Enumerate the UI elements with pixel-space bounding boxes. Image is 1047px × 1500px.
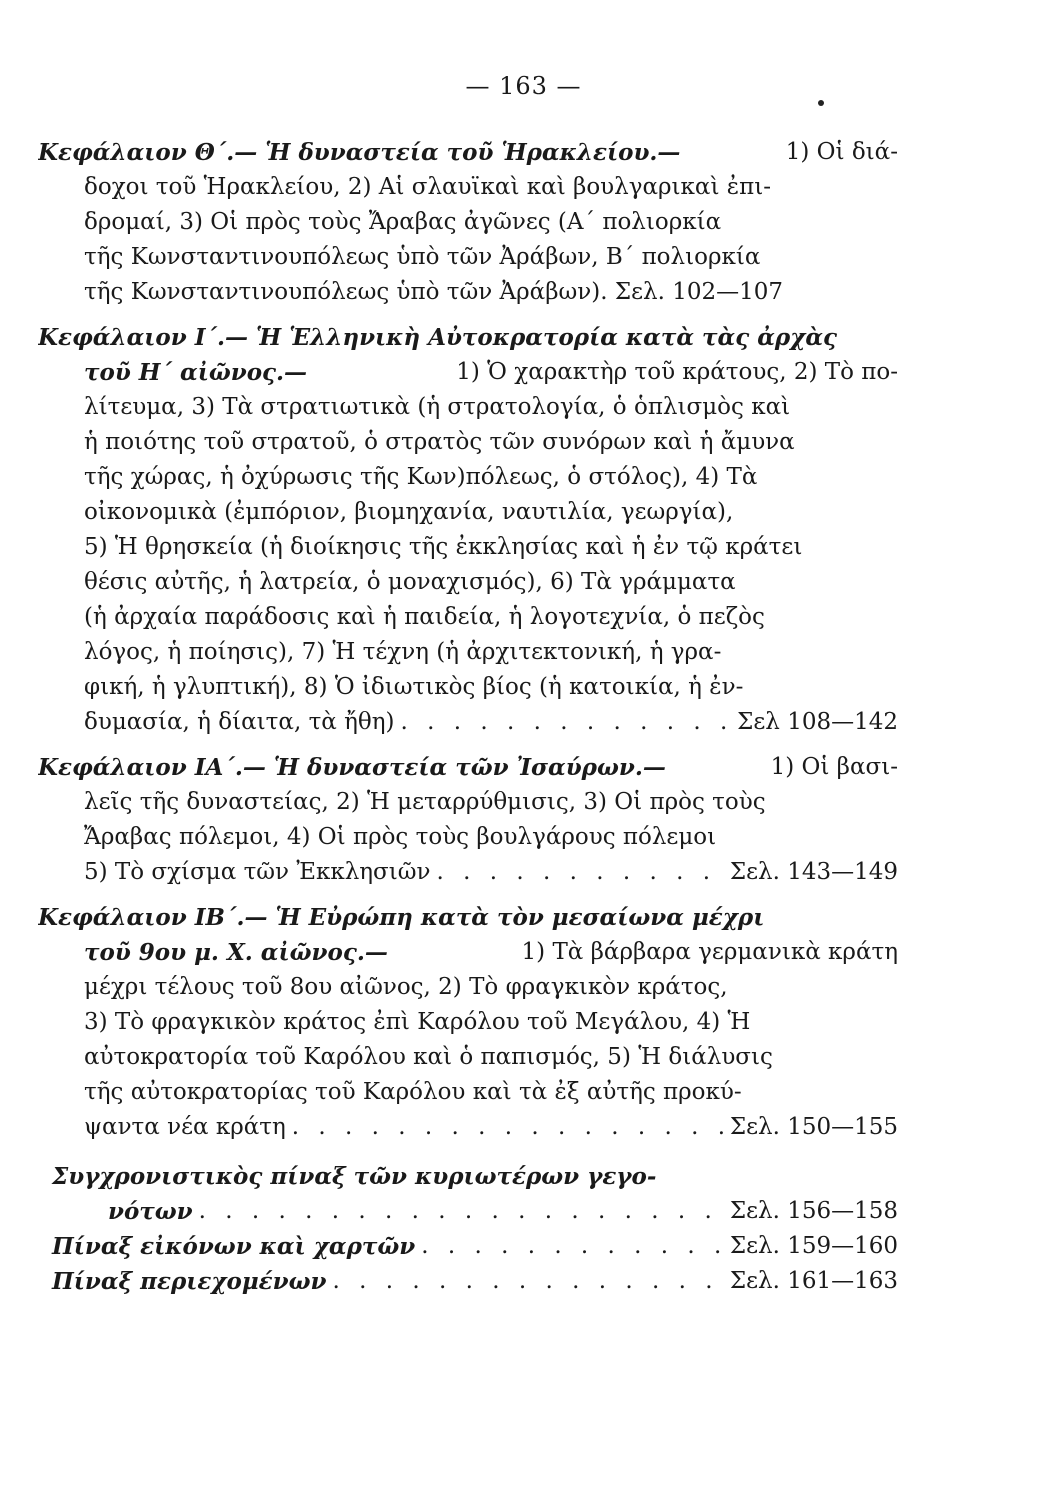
chapter-heading-continued: τοῦ 9ου μ. Χ. αἰῶνος.— (84, 939, 388, 966)
chapter-text-line: οἰκονομικὰ (ἐμπόριον, βιομηχανία, ναυτιλία, γεωργία), (84, 499, 734, 525)
chapter-text-line: φική, ἡ γλυπτική), 8) Ὁ ἰδιωτικὸς βίος (ἡ κατοικία, ἡ ἐν- (84, 674, 744, 700)
chapter-text-line: δυμασία, ἡ δίαιτα, τὰ ἤθη) (84, 709, 395, 735)
chapter-text-line: ψαντα νέα κράτη (84, 1114, 286, 1140)
appendix-heading: Πίναξ εἰκόνων καὶ χαρτῶν (52, 1233, 416, 1260)
chapter-text-line: Ἄραβας πόλεμοι, 4) Οἱ πρὸς τοὺς βουλγάρους πόλεμοι (84, 824, 717, 850)
leader-dots (199, 1194, 724, 1229)
chapter-text-line: ἡ ποιότης τοῦ στρατοῦ, ὁ στρατὸς τῶν συνόρων καὶ ἡ ἄμυνα (84, 429, 795, 455)
chapter-iota-beta (38, 900, 898, 1145)
leader-dots (292, 1110, 724, 1145)
chapter-text-line: 1) Οἱ βασι- (770, 754, 898, 780)
page-range: Σελ. 143—149 (729, 859, 898, 885)
appendix-heading: Συγχρονιστικὸς πίναξ τῶν κυριωτέρων γεγο- (52, 1163, 657, 1190)
page-range: Σελ. 156—158 (729, 1198, 898, 1224)
leader-dots (401, 705, 732, 740)
table-of-contents (38, 135, 898, 1299)
ink-dot (818, 100, 824, 106)
chapter-text-line: (ἡ ἀρχαία παράδοσις καὶ ἡ παιδεία, ἡ λογοτεχνία, ὁ πεζὸς (84, 604, 765, 630)
chapter-text-line: λίτευμα, 3) Τὰ στρατιωτικὰ (ἡ στρατολογία, ὁ ὁπλισμὸς καὶ (84, 394, 791, 420)
chapter-iota-alpha (38, 750, 898, 890)
page-range: Σελ. 161—163 (729, 1268, 898, 1294)
chapter-text-line: 1) Ὁ χαρακτὴρ τοῦ κράτους, 2) Τὸ πο- (456, 359, 898, 385)
chapter-heading-continued: τοῦ Η΄ αἰῶνος.— (84, 359, 308, 386)
chapter-text-line: τῆς Κωνσταντινουπόλεως ὑπὸ τῶν Ἀράβων, Β΄ πολιορκία (84, 244, 761, 270)
chapter-text-line: τῆς αὐτοκρατορίας τοῦ Καρόλου καὶ τὰ ἐξ αὐτῆς προκύ- (84, 1079, 742, 1105)
leader-dots (421, 1229, 724, 1264)
chapter-text-line: αὐτοκρατορία τοῦ Καρόλου καὶ ὁ παπισμός, 5) Ἡ διάλυσις (84, 1044, 773, 1070)
chapter-text-line: θέσις αὐτῆς, ἡ λατρεία, ὁ μοναχισμός), 6) Τὰ γράμματα (84, 569, 736, 595)
chapter-text-line: τῆς χώρας, ἡ ὀχύρωσις τῆς Κων)πόλεως, ὁ στόλος), 4) Τὰ (84, 464, 758, 490)
page-range: Σελ. 159—160 (729, 1233, 898, 1259)
page-range: Σελ. 150—155 (729, 1114, 898, 1140)
chapter-text-line: δοχοι τοῦ Ἡρακλείου, 2) Αἱ σλαυϊκαὶ καὶ βουλγαρικαὶ ἐπι- (84, 174, 772, 200)
chapter-text-line: μέχρι τέλους τοῦ 8ου αἰῶνος, 2) Τὸ φραγκικὸν κράτος, (84, 974, 728, 1000)
chapter-text-line: 1) Οἱ διά- (785, 139, 898, 165)
chapter-text-line: 3) Τὸ φραγκικὸν κράτος ἐπὶ Καρόλου τοῦ Μεγάλου, 4) Ἡ (84, 1009, 751, 1035)
chapter-heading: Κεφάλαιον Θ΄.— Ἡ δυναστεία τοῦ Ἡρακλείου.— (38, 139, 681, 166)
chapter-heading: Κεφάλαιον ΙΑ΄.— Ἡ δυναστεία τῶν Ἰσαύρων.— (38, 754, 666, 781)
chapter-heading: Κεφάλαιον Ι΄.— Ἡ Ἑλληνικὴ Αὐτοκρατορία κατὰ τὰς ἀρχὰς (38, 324, 838, 351)
page-range: Σελ 108—142 (737, 709, 898, 735)
chapter-iota (38, 320, 898, 740)
chapter-text-line: λόγος, ἡ ποίησις), 7) Ἡ τέχνη (ἡ ἀρχιτεκτονική, ἡ γρα- (84, 639, 722, 665)
chapter-text-line: τῆς Κωνσταντινουπόλεως ὑπὸ τῶν Ἀράβων). Σελ. 102—107 (84, 279, 784, 305)
leader-dots (437, 855, 724, 890)
chapter-text-line: 5) Ἡ θρησκεία (ἡ διοίκησις τῆς ἐκκλησίας καὶ ἡ ἐν τῷ κράτει (84, 534, 803, 560)
chapter-text-line: δρομαί, 3) Οἱ πρὸς τοὺς Ἄραβας ἀγῶνες (Α΄ πολιορκία (84, 209, 722, 235)
page-number: — 163 — (465, 72, 582, 100)
chapter-theta (38, 135, 898, 310)
chapter-text-line: λεῖς τῆς δυναστείας, 2) Ἡ μεταρρύθμισις, 3) Οἱ πρὸς τοὺς (84, 789, 766, 815)
chapter-heading: Κεφάλαιον ΙΒ΄.— Ἡ Εὐρώπη κατὰ τὸν μεσαίωνα μέχρι (38, 904, 765, 931)
appendix-list (38, 1159, 898, 1299)
chapter-text-line: 5) Τὸ σχίσμα τῶν Ἐκκλησιῶν (84, 859, 431, 885)
appendix-heading: Πίναξ περιεχομένων (52, 1268, 327, 1295)
chapter-text-line: 1) Τὰ βάρβαρα γερμανικὰ κράτη (521, 939, 898, 965)
appendix-heading: νότων (108, 1198, 193, 1225)
leader-dots (332, 1264, 723, 1299)
